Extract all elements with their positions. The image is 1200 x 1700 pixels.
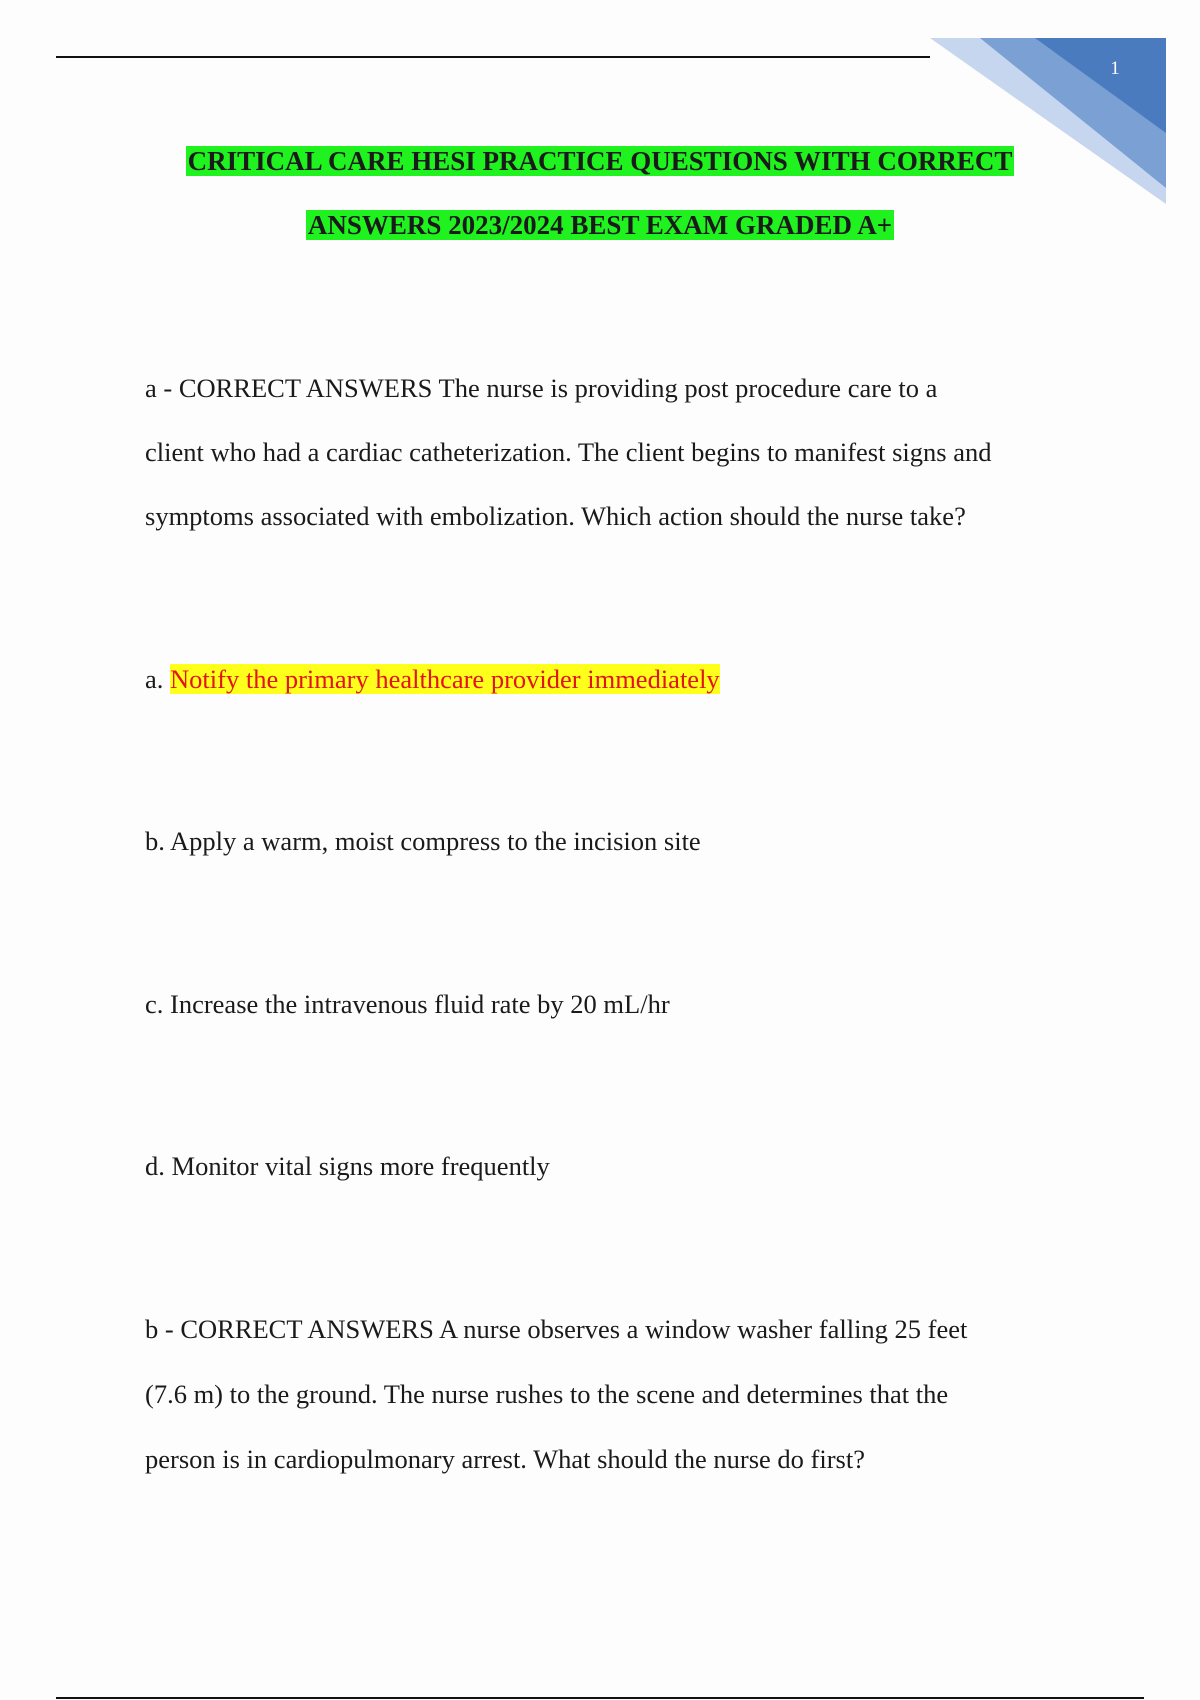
page-number: 1 xyxy=(1110,58,1120,79)
title-line-1-text: CRITICAL CARE HESI PRACTICE QUESTIONS WITH CORRECT xyxy=(187,146,1013,176)
header-rule xyxy=(56,56,930,58)
option-d: d. Monitor vital signs more frequently xyxy=(145,1151,550,1181)
footer-rule xyxy=(56,1697,1144,1699)
question-1-line-1: a - CORRECT ANSWERS The nurse is providing post procedure care to a xyxy=(145,373,938,403)
option-a xyxy=(145,663,1065,695)
corner-decoration xyxy=(930,38,1166,204)
question-2-line-3: person is in cardiopulmonary arrest. What should the nurse do first? xyxy=(145,1444,865,1474)
document-title-line-2 xyxy=(0,208,1200,242)
question-2-line-2: (7.6 m) to the ground. The nurse rushes to the scene and determines that the xyxy=(145,1379,949,1409)
option-c: c. Increase the intravenous fluid rate by 20 mL/hr xyxy=(145,989,670,1019)
option-b: b. Apply a warm, moist compress to the incision site xyxy=(145,826,701,856)
question-1-line-3: symptoms associated with embolization. Which action should the nurse take? xyxy=(145,501,966,531)
title-line-2-text: ANSWERS 2023/2024 BEST EXAM GRADED A+ xyxy=(307,210,893,240)
question-2-line-1: b - CORRECT ANSWERS A nurse observes a window washer falling 25 feet xyxy=(145,1314,968,1344)
question-1-line-2: client who had a cardiac catheterization. The client begins to manifest signs and xyxy=(145,437,992,467)
option-a-prefix: a. xyxy=(145,664,171,694)
document-title-line-1 xyxy=(0,144,1200,178)
correct-answer-highlight: Notify the primary healthcare provider immediately xyxy=(170,664,720,694)
